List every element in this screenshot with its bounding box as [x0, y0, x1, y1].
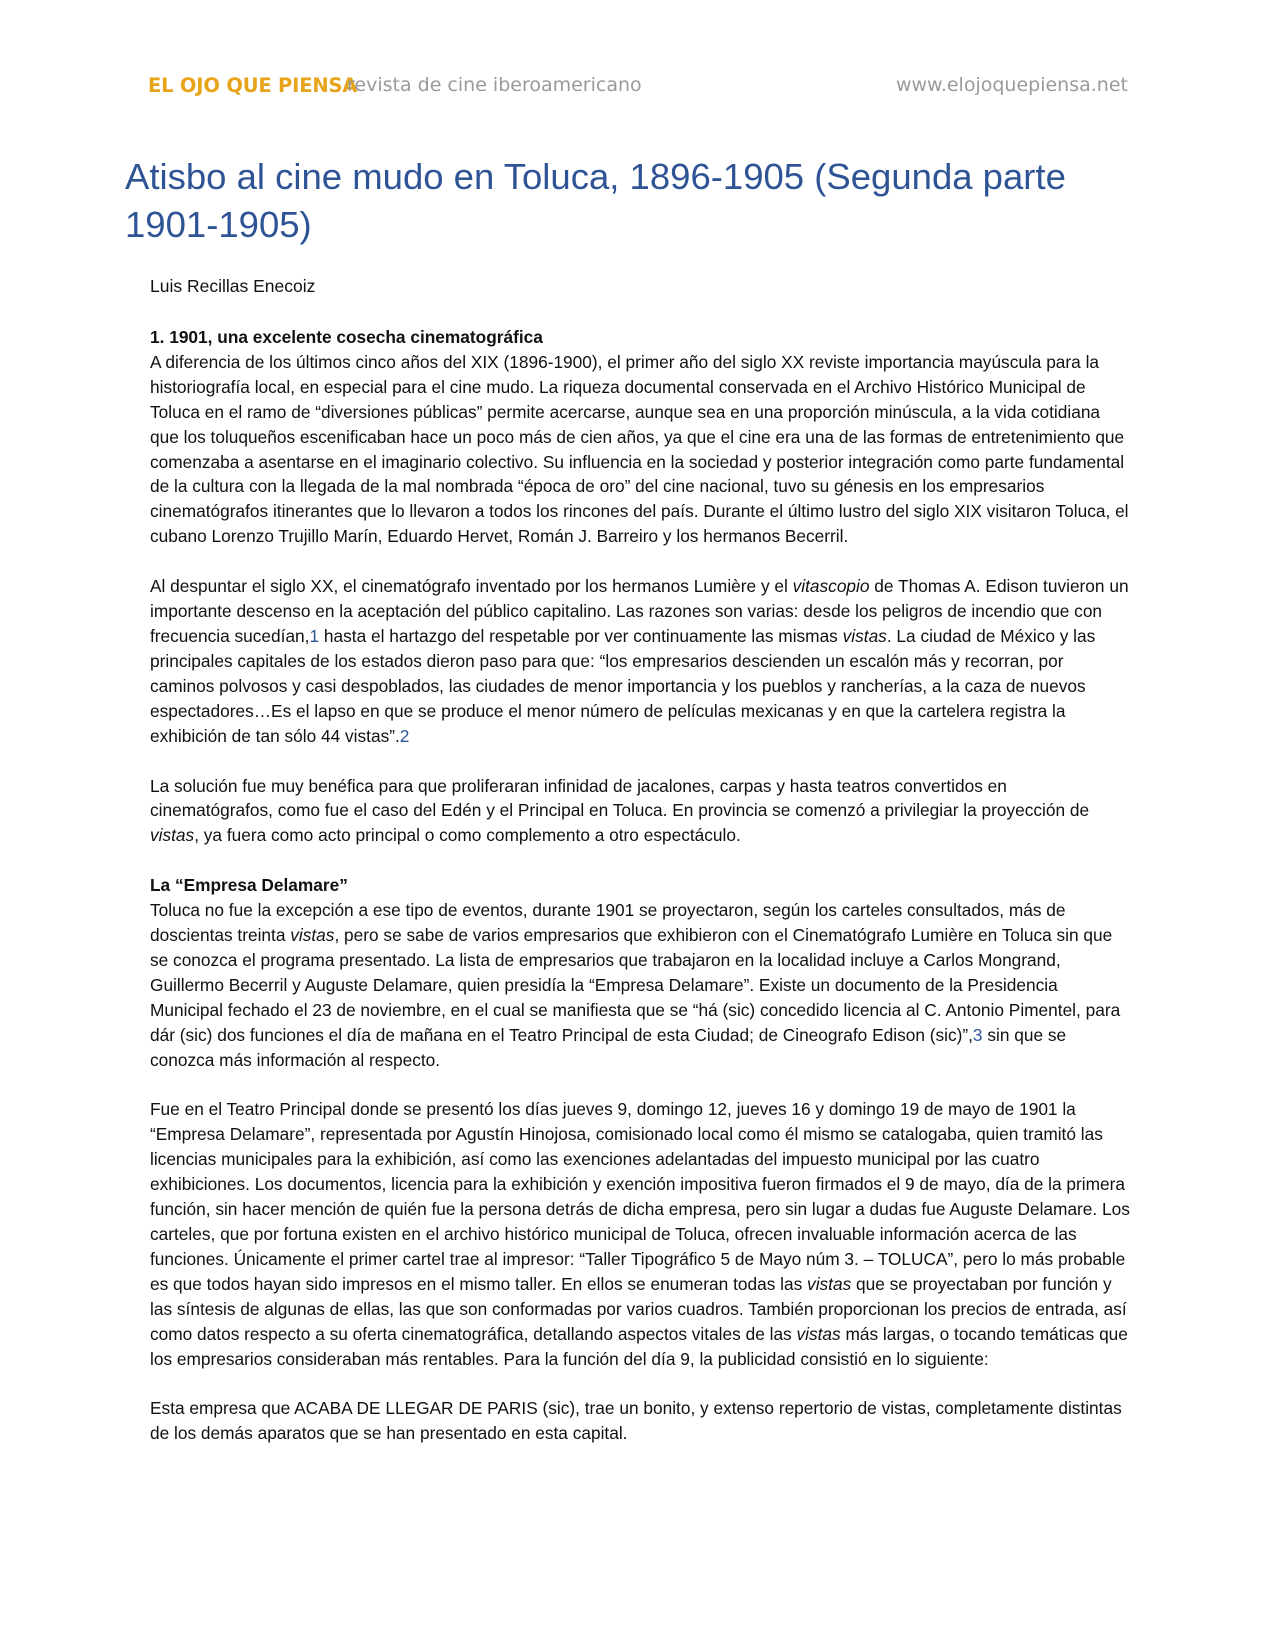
paragraph: Toluca no fue la excepción a ese tipo de eventos, durante 1901 se proyectaron, según los carteles consultados, más de doscientas treinta vistas, pero se sabe de varios empresarios que exhibieron con el Cinematógrafo Lumière en Toluca sin que se conozca el programa presentado. La lista de empresarios que trabajaron en la localidad incluye a Carlos Mongrand, Guillermo Becerril y Auguste Delamare, quien presidía la “Empresa Delamare”. Existe un documento de la Presidencia Municipal fechado el 23 de noviembre, en el cual se manifiesta que se “há (sic) concedido licencia al C. Antonio Pimentel, para dár (sic) dos funciones el día de mañana en el Teatro Principal de esta Ciudad; de Cineografo Edison (sic)”,3 sin que se conozca más información al respecto.: [150, 900, 1121, 1070]
section-heading: La “Empresa Delamare”: [150, 875, 348, 896]
section-heading: 1. 1901, una excelente cosecha cinematográfica: [150, 327, 543, 347]
paragraph: Fue en el Teatro Principal donde se presentó los días jueves 9, domingo 12, jueves 16 y domingo 19 de mayo de 1901 la “Empresa Delamare”, representada por Agustín Hinojosa, comisionado local como él mismo se catalogaba, quien tramitó las licencias municipales para la exhibición, así como las exenciones adelantadas del impuesto municipal por las cuatro exhibiciones. Los documentos, licencia para la exhibición y exención impositiva fueron firmados el 9 de mayo, día de la primera función, sin hacer mención de quién fue la persona detrás de dicha empresa, pero sin lugar a dudas fue Auguste Delamare. Los carteles, que por fortuna existen en el archivo histórico municipal de Toluca, ofrecen invaluable información acerca de las funciones. Únicamente el primer cartel trae al impresor: “Taller Tipográfico 5 de Mayo núm 3. – TOLUCA”, pero lo más probable es que todos hayan sido impresos en el mismo taller. En ellos se enumeran todas las vistas que se proyectaban por función y las síntesis de algunas de ellas, las que son conformadas por varios cuadros. También proporcionan los precios de entrada, así como datos respecto a su oferta cinematográfica, detallando aspectos vitales de las vistas más largas, o tocando temáticas que los empresarios consideraban más rentables. Para la función del día 9, la publicidad consistió en lo siguiente:: [150, 1099, 1130, 1369]
magazine-tagline: revista de cine iberoamericano: [347, 74, 642, 96]
website-link[interactable]: www.elojoquepiensa.net: [895, 74, 1128, 96]
paragraph: A diferencia de los últimos cinco años del XIX (1896-1900), el primer año del siglo XX reviste importancia mayúscula para la historiografía local, en especial para el cine mudo. La riqueza documental conservada en el Archivo Histórico Municipal de Toluca en el ramo de “diversiones públicas” permite acercarse, aunque sea en una proporción minúscula, a la vida cotidiana que los toluqueños escenificaban hace un poco más de cien años, ya que el cine era una de las formas de entretenimiento que comenzaba a asentarse en el imaginario colectivo. Su influencia en la sociedad y posterior integración como parte fundamental de la cultura con la llegada de la mal nombrada “época de oro” del cine nacional, tuvo su génesis en los empresarios cinematógrafos itinerantes que lo llevaron a todos los rincones del país. Durante el último lustro del siglo XIX visitaron Toluca, el cubano Lorenzo Trujillo Marín, Eduardo Hervet, Román J. Barreiro y los hermanos Becerril.: [150, 351, 1129, 547]
footnote-ref-3[interactable]: 3: [972, 1024, 983, 1045]
article-author: Luis Recillas Enecoiz: [150, 276, 316, 296]
page-header: [148, 74, 1128, 106]
article-body: [150, 325, 1130, 1471]
paragraph: Al despuntar el siglo XX, el cinematógrafo inventado por los hermanos Lumière y el vitascopio de Thomas A. Edison tuvieron un importante descenso en la aceptación del público capitalino. Las razones son varias: desde los peligros de incendio que con frecuencia sucedían,1 hasta el hartazgo del respetable por ver continuamente las mismas vistas. La ciudad de México y las principales capitales de los estados dieron paso para que: “los empresarios descienden un escalón más y recorran, por caminos polvosos y casi despoblados, las ciudades de menor importancia y los pueblos y rancherías, a la caza de nuevos espectadores…Es el lapso en que se produce el menor número de películas mexicanas y en que la cartelera registra la exhibición de tan sólo 44 vistas”.2: [150, 576, 1129, 746]
footnote-ref-2[interactable]: 2: [399, 725, 410, 746]
paragraph: Esta empresa que ACABA DE LLEGAR DE PARIS (sic), trae un bonito, y extenso repertorio de vistas, completamente distintas de los demás aparatos que se han presentado en esta capital.: [150, 1398, 1122, 1444]
magazine-brand: EL OJO QUE PIENSA: [148, 74, 358, 97]
paragraph: La solución fue muy benéfica para que proliferaran infinidad de jacalones, carpas y hasta teatros convertidos en cinematógrafos, como fue el caso del Edén y el Principal en Toluca. En provincia se comenzó a privilegiar la proyección de vistas, ya fuera como acto principal o como complemento a otro espectáculo.: [150, 775, 1090, 846]
footnote-ref-1[interactable]: 1: [309, 625, 320, 646]
article-title: Atisbo al cine mudo en Toluca, 1896-1905 (Segunda parte 1901-1905): [125, 156, 1066, 245]
